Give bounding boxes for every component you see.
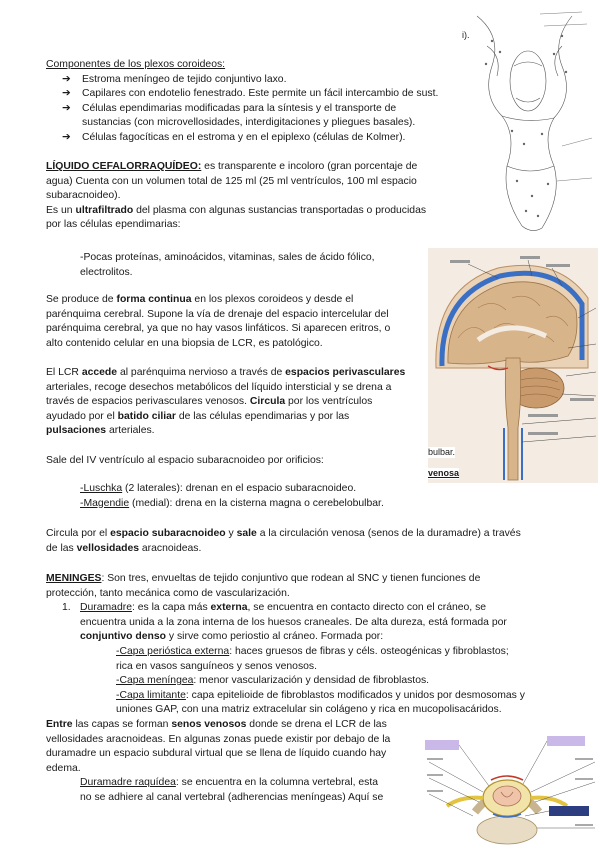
- figure-cut-text: i).: [462, 30, 470, 40]
- senos-venosos-para: Entre las capas se forman senos venosos donde se drena el LCR de las vellosidades aracnoideas. En algunas zonas puede existir por debajo de la duramadre un espacio subdural virtual que se llena de líquido cuando hay edema.: [46, 719, 391, 774]
- list-number: 1.: [62, 602, 71, 613]
- list-item: -Magendie (medial): drena en la cisterna magna o cerebelobulbar.: [80, 497, 384, 509]
- meninges-title: MENINGES: [46, 573, 102, 584]
- list-item: -Luschka (2 laterales): drenan en el espacio subaracnoideo.: [80, 483, 357, 494]
- arrow-icon: ➔: [62, 131, 71, 143]
- capas-list: -Capa perióstica externa: haces gruesos de fibras y céls. osteogénicas y fibroblastos; rica en vasos sanguíneos y senos venosos. -Capa meníngea: menor vascularización y densidad de fibroblastos. -Capa limitante: capa epitelioide de fibroblastos modificados y unidos por desmosomas y uniones GAP, con una matriz extracelular sin colágeno y rica en mucopolisacáridos.: [116, 646, 525, 716]
- lcr-circulacion: Circula por el espacio subaracnoideo y sale a la circulación venosa (senos de la duramadre) a través de las vellosidades aracnoideas.: [46, 528, 521, 554]
- list-item: ➔ Estroma meníngeo de tejido conjuntivo laxo.: [62, 73, 466, 88]
- figure-cut-text: venosa: [428, 468, 460, 478]
- lcr-salida: Sale del IV ventrículo al espacio subaracnoideo por orificios:: [46, 455, 324, 466]
- spinal-meninges-figure: [425, 732, 598, 846]
- lcr-acceso: El LCR accede al parénquima nervioso a través de espacios perivasculares arteriales, recoge desechos metabólicos del líquido intersticial y se drena a través de espacios perivasculares venosos. Circula por los ventrículos ayudado por el batido ciliar de las células ependimarias y por las pulsaciones arteriales.: [46, 367, 406, 437]
- lcr-intro: LÍQUIDO CEFALORRAQUÍDEO: es transparente e incoloro (gran porcentaje de agua) Cuenta con un volumen total de 125 ml (25 ml ventrículos, 100 ml espacio subaracnoideo). Es un ultrafiltrado del plasma con algunas sustancias transportadas o producidas por las células ependimarias:: [46, 161, 427, 231]
- meninges-intro: MENINGES: Son tres, envueltas de tejido conjuntivo que rodean al SNC y tienen funciones de protección, tanto mecánica como de vascularización.: [46, 573, 481, 599]
- list-item: ➔ Células ependimarias modificadas para la síntesis y el transporte de sustancias (con microvellosidades, interdigitaciones y pliegues basales).: [62, 102, 416, 129]
- duramadre-item: 1. Duramadre: es la capa más externa, se encuentra en contacto directo con el cráneo, se encuentra unida a la zona interna de los huesos craneales. De alta dureza, está formada por conjuntivo denso y sirve como periostio al cráneo. Formada por:: [62, 602, 507, 643]
- lcr-produccion: Se produce de forma continua en los plexos coroideos y desde el parénquima cerebral. Supone la vía de drenaje del espacio intercelular del parénquima cerebral, ya que no hay vasos linfáticos. Si aparecen eritros, o alto contenido celular en una biopsia de LCR, es patológico.: [46, 294, 391, 349]
- lcr-title: LÍQUIDO CEFALORRAQUÍDEO:: [46, 161, 202, 172]
- list-item: ➔ Células fagocíticas en el estroma y en el epiplexo (células de Kolmer).: [62, 131, 466, 146]
- lcr-composition-list: -Pocas proteínas, aminoácidos, vitaminas, sales de ácido fólico, electrolitos.: [80, 252, 375, 278]
- plexos-section: [46, 58, 466, 146]
- choroid-plexus-figure: [462, 6, 597, 242]
- duramadre-raquidea: Duramadre raquídea: se encuentra en la columna vertebral, esta no se adhiere al canal vertebral (adherencias meníngeas) Aquí se: [80, 777, 384, 803]
- figure-cut-text: bulbar.: [428, 447, 456, 457]
- orificios-list: [80, 482, 460, 511]
- section-heading: Componentes de los plexos coroideos:: [46, 59, 226, 70]
- arrow-icon: ➔: [62, 73, 71, 85]
- list-item: ➔ Capilares con endotelio fenestrado. Este permite un fácil intercambio de sust.: [62, 87, 466, 102]
- arrow-icon: ➔: [62, 88, 71, 100]
- arrow-icon: ➔: [62, 102, 71, 114]
